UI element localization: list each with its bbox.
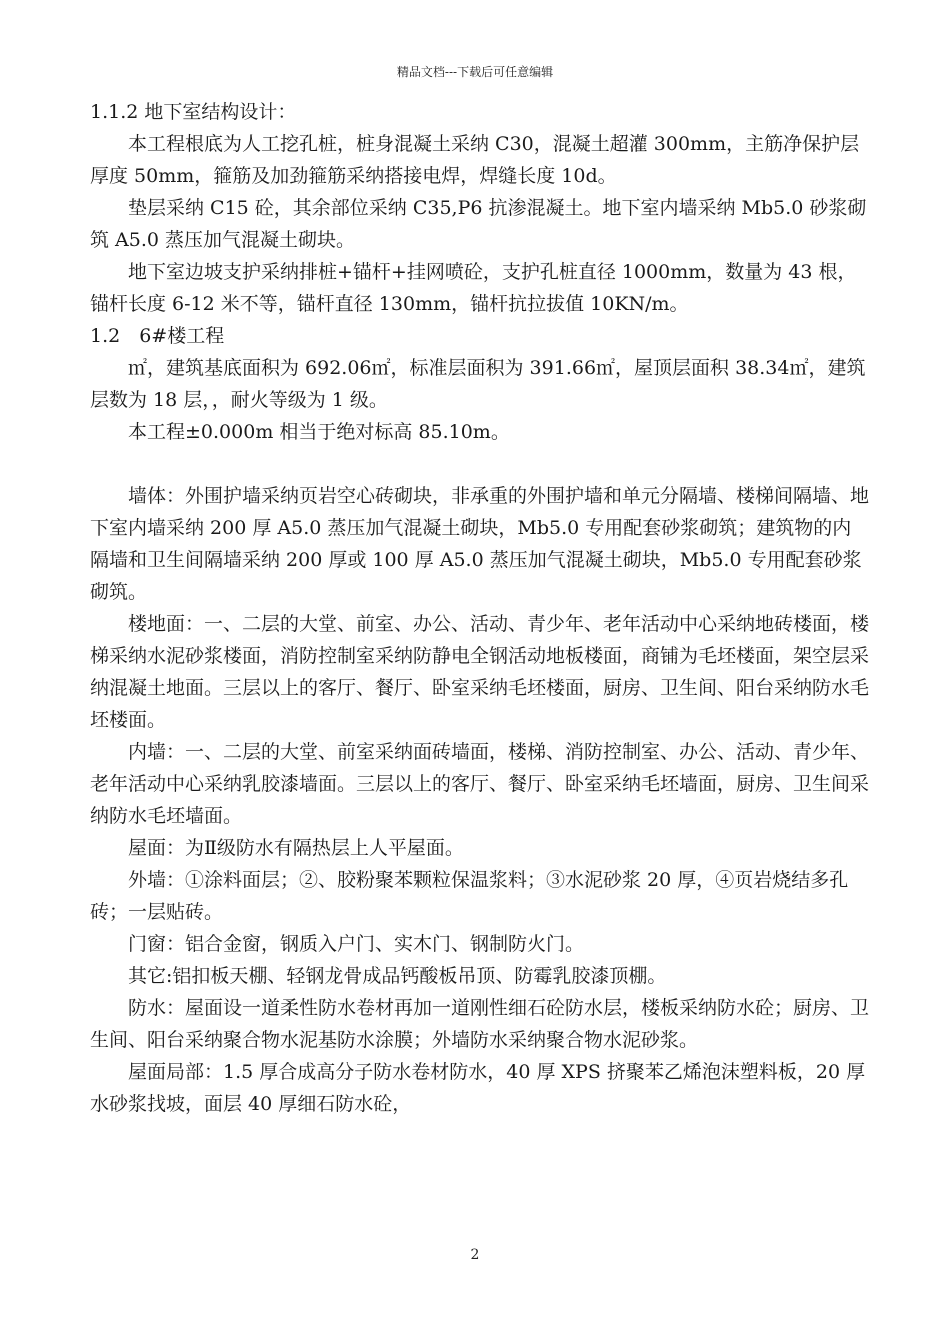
paragraph: 外墙：①涂料面层；②、胶粉聚苯颗粒保温浆料；③水泥砂浆 20 厚，④页岩烧结多孔砖；一层贴砖。 xyxy=(90,869,849,923)
paragraph: 本工程根底为人工挖孔桩，桩身混凝土采纳 C30，混凝土超灌 300mm，主筋净保护层厚度 50mm，箍筋及加劲箍筋采纳搭接电焊，焊缝长度 10d。 xyxy=(90,133,860,187)
paragraph: 门窗：铝合金窗，钢质入户门、实木门、钢制防火门。 xyxy=(128,933,585,955)
paragraph: 内墙：一、二层的大堂、前室采纳面砖墙面，楼梯、消防控制室、办公、活动、青少年、老年活动中心采纳乳胶漆墙面。三层以上的客厅、餐厅、卧室采纳毛坯墙面，厨房、卫生间采纳防水毛坯墙面。 xyxy=(90,741,870,827)
paragraph: 屋面：为Ⅱ级防水有隔热层上人平屋面。 xyxy=(128,837,464,859)
paragraph: 屋面局部：1.5 厚合成高分子防水卷材防水，40 厚 XPS 挤聚苯乙烯泡沫塑料板，20 厚水砂浆找坡，面层 40 厚细石防水砼， xyxy=(90,1061,866,1115)
page-number: 2 xyxy=(470,1247,480,1263)
paragraph: 防水：屋面设一道柔性防水卷材再加一道刚性细石砼防水层，楼板采纳防水砼；厨房、卫生间、阳台采纳聚合物水泥基防水涂膜；外墙防水采纳聚合物水泥砂浆。 xyxy=(90,997,870,1051)
section-heading: 1.1.2 地下室结构设计： xyxy=(90,101,297,123)
page-header: 精品文档---下载后可任意编辑 xyxy=(396,65,554,79)
paragraph: 垫层采纳 C15 砼，其余部位采纳 C35,P6 抗渗混凝土。地下室内墙采纳 Mb5.0 砂浆砌筑 A5.0 蒸压加气混凝土砌块。 xyxy=(90,197,867,251)
paragraph: 其它:铝扣板天棚、轻钢龙骨成品钙酸板吊顶、防霉乳胶漆顶棚。 xyxy=(128,965,667,987)
paragraph: ㎡，建筑基底面积为 692.06㎡，标准层面积为 391.66㎡，屋顶层面积 38.34㎡，建筑层数为 18 层，，耐火等级为 1 级。 xyxy=(90,357,866,411)
paragraph: 本工程±0.000m 相当于绝对标高 85.10m。 xyxy=(128,421,510,443)
blank-line xyxy=(90,448,870,480)
paragraph: 地下室边坡支护采纳排桩+锚杆+挂网喷砼，支护孔桩直径 1000mm，数量为 43 根，锚杆长度 6-12 米不等，锚杆直径 130mm，锚杆抗拉拔值 10KN/m。 xyxy=(90,261,857,315)
section-heading: 1.2 6#楼工程 xyxy=(90,325,225,347)
paragraph: 楼地面：一、二层的大堂、前室、办公、活动、青少年、老年活动中心采纳地砖楼面，楼梯采纳水泥砂浆楼面，消防控制室采纳防静电全钢活动地板楼面，商铺为毛坯楼面，架空层采纳混凝土地面。三层以上的客厅、餐厅、卧室采纳毛坯楼面，厨房、卫生间、阳台采纳防水毛坯楼面。 xyxy=(90,613,870,731)
paragraph: 墙体：外围护墙采纳页岩空心砖砌块，非承重的外围护墙和单元分隔墙、楼梯间隔墙、地下室内墙采纳 200 厚 A5.0 蒸压加气混凝土砌块，Mb5.0 专用配套砂浆砌筑；建筑物的内隔墙和卫生间隔墙采纳 200 厚或 100 厚 A5.0 蒸压加气混凝土砌块，Mb5.0 专用配套砂浆砌筑。 xyxy=(90,485,870,603)
document-body xyxy=(90,96,870,1120)
